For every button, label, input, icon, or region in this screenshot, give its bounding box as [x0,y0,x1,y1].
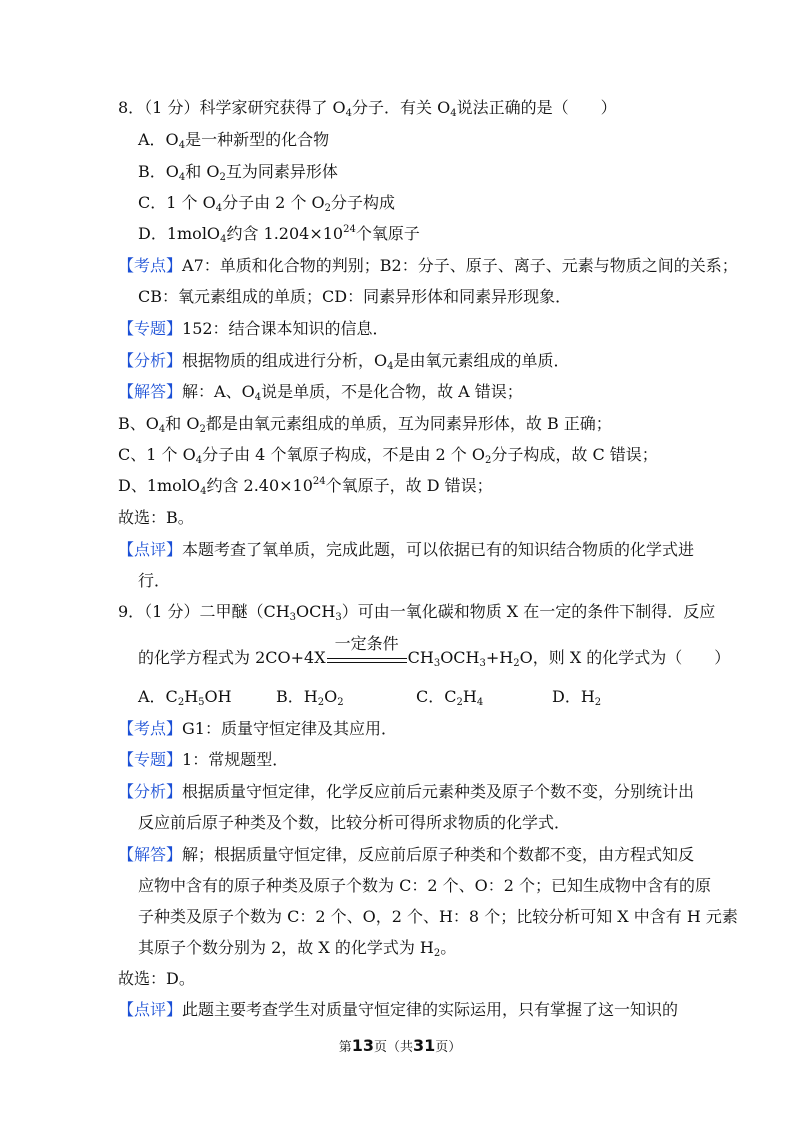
q8-fenxi: 【分析】根据物质的组成进行分析，$O_4$是由氧元素组成的单质． [118,351,570,372]
reaction-condition: 一定条件 [334,634,399,653]
q9-stem: 9．（1 分）二甲醚$(CH_3OCH_3)$可由一氧化碳和物质 X 在一定的条件下制得．反应 [118,602,716,623]
q8-jieda-b: B、$O_4$和 $O_2$都是由氧元素组成的单质，互为同素异形体，故 B 正确； [118,414,612,435]
jieda-tag: 【解答】 [118,845,183,864]
dianping-tag: 【点评】 [118,540,183,559]
q9-kaodian: 【考点】G1：质量守恒定律及其应用． [118,719,397,738]
q8-dianping: 【点评】本题考查了氧单质，完成此题，可以依据已有的知识结合物质的化学式进 [118,540,695,559]
page-number: 13 [351,1036,374,1055]
q9-answer: 故选：D。 [118,969,195,988]
q8-kaodian: 【考点】A7：单质和化合物的判别；B2：分子、原子、离子、元素与物质之间的关系； [118,256,738,275]
dianping-tag: 【点评】 [118,1000,183,1019]
q9-jieda-cont-3: 其原子个数分别为 2，故 X 的化学式为 $H_2$。 [138,938,457,959]
q8-jieda-d: D、1molO$_4$约含 $2.40\times 10^{24}$个氧原子，故 D 错误； [118,476,493,497]
q8-option-c: C．1 个 $O_4$分子由 2 个 $O_2$分子构成 [138,193,396,214]
q8-option-b: B．$O_4$和 $O_2$互为同素异形体 [138,162,338,183]
page-total: 31 [413,1036,436,1055]
q8-dianping-cont: 行． [138,571,171,590]
q8-stem: 8．（1 分）科学家研究获得了 $O_4$分子．有关 $O_4$说法正确的是（ ） [118,98,617,119]
zhuanti-tag: 【专题】 [118,319,183,338]
q8-kaodian-cont: CB：氧元素组成的单质；CD：同素异形体和同素异形现象． [138,287,572,306]
jieda-tag: 【解答】 [118,382,183,401]
q9-fenxi-cont: 反应前后原子种类及个数，比较分析可得所求物质的化学式． [138,813,571,832]
q8-jieda: 【解答】解：A、$O_4$说是单质，不是化合物，故 A 错误； [118,382,523,403]
zhuanti-tag: 【专题】 [118,750,183,769]
fenxi-tag: 【分析】 [118,782,183,801]
q9-equation: 的化学方程式为 2CO+4X 一定条件 $CH_3OCH_3+H_2O$，则 X 的化学式为（ ） [138,634,731,669]
q8-zhuanti: 【专题】152：结合课本知识的信息． [118,319,389,338]
q9-option-d: D．$H_2$ [552,687,602,708]
q9-option-a: A．$C_2H_5OH$ [138,687,232,708]
q9-zhuanti: 【专题】1：常规题型． [118,750,289,769]
page-footer: 第13页（共31页） [338,1036,462,1055]
reaction-arrow [327,634,407,670]
q8-answer: 故选：B。 [118,508,194,527]
q9-dianping: 【点评】此题主要考查学生对质量守恒定律的实际运用，只有掌握了这一知识的 [118,1000,679,1019]
q9-jieda-cont-2: 子种类及原子个数为 C：2 个、O，2 个、H：8 个；比较分析可知 X 中含有 H 元素 [138,907,738,926]
q9-jieda-cont-1: 应物中含有的原子种类及原子个数为 C：2 个、O：2 个；已知生成物中含有的原 [138,876,711,895]
q9-option-b: B．$H_2O_2$ [276,687,344,708]
kaodian-tag: 【考点】 [118,719,183,738]
fenxi-tag: 【分析】 [118,351,183,370]
q8-option-d: D．1molO$_4$约含 $1.204\times 10^{24}$个氧原子 [138,224,420,245]
q9-option-c: C．$C_2H_4$ [416,687,484,708]
q9-jieda: 【解答】解；根据质量守恒定律，反应前后原子种类和个数都不变，由方程式知反 [118,845,695,864]
q8-jieda-c: C、1 个 $O_4$分子由 4 个氧原子构成，不是由 2 个 $O_2$分子构成，故 C 错误； [118,445,658,466]
q8-option-a: A．$O_4$是一种新型的化合物 [138,130,330,151]
q9-fenxi: 【分析】根据质量守恒定律，化学反应前后元素种类及原子个数不变，分别统计出 [118,782,695,801]
kaodian-tag: 【考点】 [118,256,183,275]
